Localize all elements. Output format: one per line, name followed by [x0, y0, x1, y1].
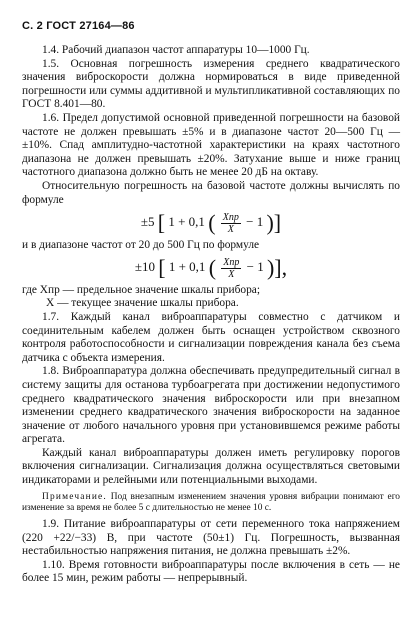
paragraph-1-4: 1.4. Рабочий диапазон частот аппаратуры 10—1000 Гц.	[42, 44, 310, 56]
paragraph-channel: Каждый канал виброаппаратуры должен иметь регулировку порогов включения сигнализации. Сигнализация должна осуществляться световыми индикаторами и релейными или потенциальными выходами.	[22, 446, 400, 487]
paragraph-1-7: 1.7. Каждый канал виброаппаратуры совместно с датчиком и соединительным кабелем должен быть оснащен устройством сквозного контроля работоспособности и сигнализации повреждения канала без съема датчика с объекта измерения.	[22, 310, 400, 364]
formula2-one: 1 + 0,1	[168, 259, 206, 275]
formula2-numerator: Xпр	[223, 256, 240, 268]
paragraph-1-5: 1.5. Основная погрешность измерения среднего квадратического значения виброскорости должна нормироваться в виде приведенной погрешности или суммы аддитивной и мультипликативной составляющих по ГОСТ 8.401—80.	[22, 57, 400, 111]
formula-range: ±10 [ 1 + 0,1 ( $\frac{\text{Xпр}}{X}$ − 1 )],	[134, 255, 288, 281]
formula2-coef: ±10	[134, 259, 156, 275]
paragraph-1-9: 1.9. Питание виброаппаратуры от сети переменного тока напряжением (220 +22/−33) В, при частоте (50±1) Гц. Погрешность, вызванная нестабильностью напряжения питания, не должна превышать ±2%.	[22, 518, 400, 558]
formula1-one: 1 + 0,1	[168, 214, 205, 230]
page-header: С. 2 ГОСТ 27164—86	[22, 20, 135, 32]
formula1-numerator: Xпр	[222, 211, 239, 223]
paragraph-1-8: 1.8. Виброаппаратура должна обеспечивать предупредительный сигнал в систему защиты для останова турбоагрегата при достижении недопустимого среднего квадратического значения виброскорости или при внезапном изменении среднего квадратического значения виброскорости на заданное значение от любого начального уровня при установившемся режиме работы агрегата.	[22, 365, 400, 446]
formula2-fraction	[221, 257, 241, 280]
document-body	[22, 44, 400, 586]
formula1-denominator: X	[227, 223, 234, 235]
formula2-denominator: X	[228, 268, 235, 280]
paragraph-range-formula: и в диапазоне частот от 20 до 500 Гц по формуле	[22, 238, 260, 251]
formula1-minus: − 1	[246, 214, 264, 230]
formula2-minus: − 1	[246, 259, 264, 275]
note	[22, 492, 400, 514]
where-line-2: X — текущее значение шкалы прибора.	[46, 297, 239, 310]
formula1-coef: ±5	[140, 214, 155, 230]
where-line-1: где Xпр — предельное значение шкалы прибора;	[22, 283, 261, 296]
formula1-fraction	[221, 212, 241, 235]
paragraph-1-10: 1.10. Время готовности виброаппаратуры после включения в сеть — не более 15 мин, режим работы — непрерывный.	[22, 558, 400, 585]
paragraph-1-6: 1.6. Предел допустимой основной приведенной погрешности на базовой частоте не должен превышать ±5% и в диапазоне частот 20—500 Гц — ±10%. Спад амплитудно-частотной характеристики на краях частотного диапазона не должен превышать ±20%. Затухание выше и ниже границ частотного диапазона должно быть не менее 20 дБ на октаву.	[22, 111, 400, 179]
formula-base-frequency: ±5 [ 1 + 0,1 ( $\frac{\text{Xпр}}{X}$ − 1 )]	[140, 210, 282, 236]
note-text: Под внезапным изменением значения уровня вибрации понимают его изменение за время не более 5 с длительностью не менее 10 с.	[22, 491, 400, 513]
note-label: Примечание.	[42, 491, 107, 502]
paragraph-relative-error: Относительную погрешность на базовой частоте должны вычислять по формуле	[22, 179, 400, 206]
